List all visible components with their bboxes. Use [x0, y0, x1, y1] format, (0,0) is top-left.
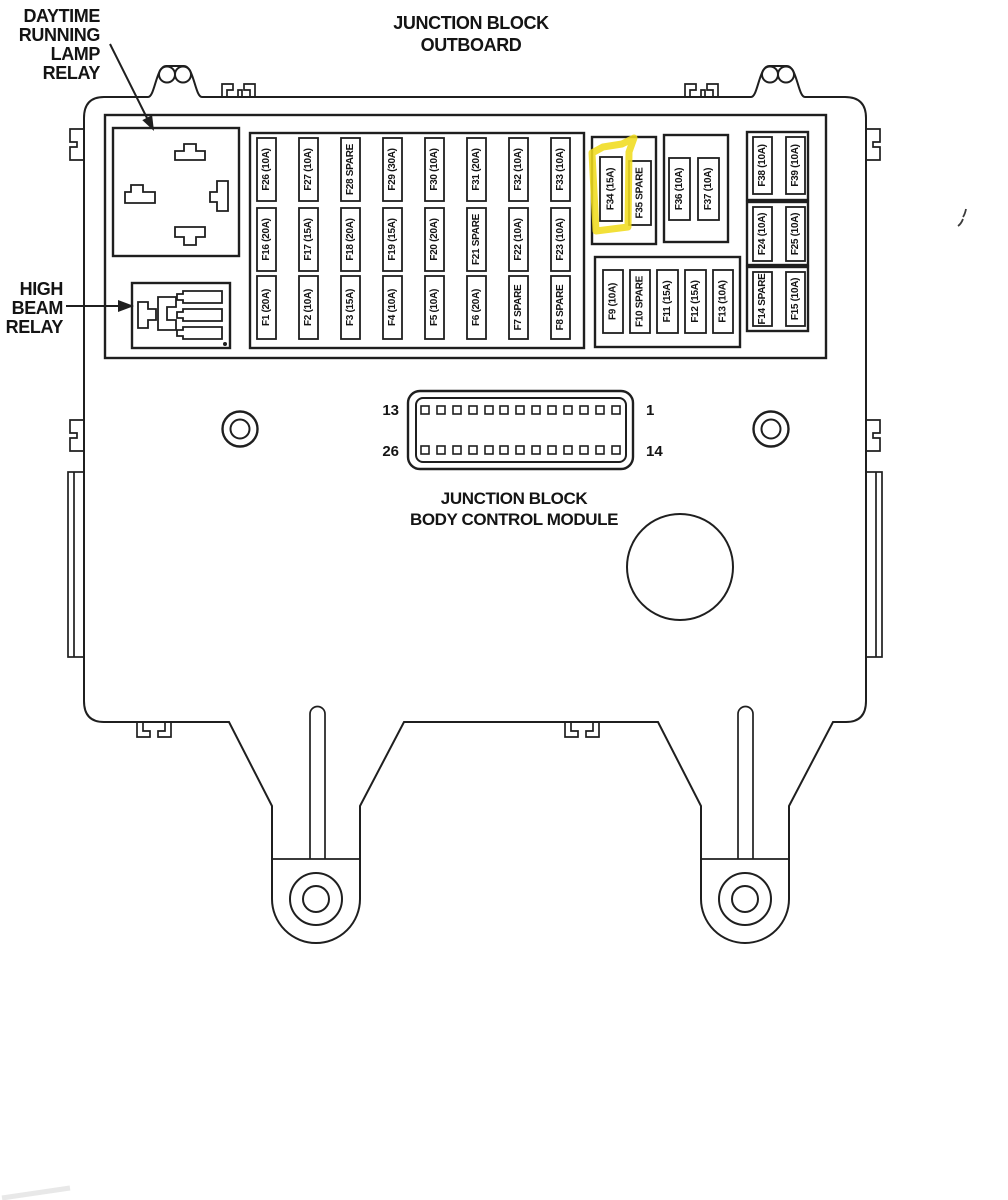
bottom-clip-pair-left — [137, 722, 171, 737]
fuse-label-f19: F19 (15A) — [387, 218, 398, 261]
drl-label-line1: DAYTIME — [23, 6, 100, 26]
fuse-label-f21: F21 SPARE — [471, 213, 482, 266]
fuse-label-f22: F22 (10A) — [513, 218, 524, 261]
relay-terminal — [177, 327, 222, 339]
fuse-f23 — [551, 208, 570, 271]
relay-terminal — [138, 302, 156, 328]
fuse-f7 — [509, 276, 528, 339]
fuse-f31 — [467, 138, 486, 201]
fuse-f2 — [299, 276, 318, 339]
large-circle — [627, 514, 733, 620]
top-title — [393, 13, 549, 55]
fuse-box-f38-f39 — [747, 132, 808, 200]
fuse-f8 — [551, 276, 570, 339]
relay-terminal — [125, 185, 155, 203]
top-title-line2: OUTBOARD — [420, 35, 522, 55]
fuse-label-f12: F12 (15A) — [690, 280, 701, 323]
fuse-label-f9: F9 (10A) — [607, 282, 619, 321]
hinge-circle — [175, 67, 191, 83]
bcm-title — [410, 489, 618, 529]
fuse-f28 — [341, 138, 360, 201]
fuse-box-f14-f15 — [747, 267, 808, 331]
left-side-clip-upper — [70, 129, 84, 160]
bolt-circle-left — [223, 412, 258, 447]
drl-arrow — [110, 44, 154, 131]
drl-label-line2: RUNNING — [18, 25, 100, 45]
fuse-label-f38: F38 (10A) — [757, 144, 768, 187]
fuse-f12 — [685, 270, 706, 333]
fuse-f35 — [629, 161, 651, 225]
fuse-f29 — [383, 138, 402, 201]
pin-number-14: 14 — [646, 443, 663, 460]
fuse-f3 — [341, 276, 360, 339]
bolt-hole-right-outer — [719, 873, 771, 925]
left-side-clip-lower — [70, 420, 84, 451]
bolt-hole-right-inner — [732, 886, 758, 912]
fuse-label-f30: F30 (10A) — [429, 148, 440, 191]
relay-terminal — [175, 144, 205, 160]
fuse-f26 — [257, 138, 276, 201]
drl-label-line3: LAMP — [50, 44, 100, 64]
pin-number-26: 26 — [382, 443, 399, 460]
fuse-label-f28: F28 SPARE — [345, 143, 356, 196]
high-beam-arrow — [66, 300, 134, 312]
drl-relay — [113, 128, 239, 256]
fuse-box-f9-f13 — [595, 257, 740, 347]
fuse-label-f7: F7 SPARE — [513, 284, 524, 331]
fuse-f5 — [425, 276, 444, 339]
fuse-label-f25: F25 (10A) — [790, 212, 801, 256]
fuse-grid — [250, 133, 584, 348]
right-side-clip-upper — [866, 129, 880, 160]
fuse-f37 — [698, 158, 719, 220]
high-beam-relay — [132, 283, 230, 348]
bcm-connector-pins-top-row — [421, 406, 620, 414]
drl-label-line4: RELAY — [42, 63, 100, 83]
fuse-label-f33: F33 (10A) — [555, 148, 566, 191]
fuse-f9 — [603, 270, 623, 333]
bolt-circle-right — [754, 412, 789, 447]
fuse-f19 — [383, 208, 402, 271]
fuse-f11 — [657, 270, 678, 333]
fuse-label-f15: F15 (10A) — [790, 277, 801, 321]
fuse-label-f11: F11 (15A) — [662, 280, 673, 323]
fuse-label-f3: F3 (15A) — [345, 288, 356, 327]
fuse-label-f18: F18 (20A) — [345, 218, 356, 261]
fuse-label-f27: F27 (10A) — [303, 148, 314, 191]
fuse-label-f8: F8 SPARE — [555, 284, 566, 331]
top-clip-pair-left — [222, 84, 255, 97]
bolt-hole-left-outer — [290, 873, 342, 925]
fuse-f30 — [425, 138, 444, 201]
left-side-rail — [68, 472, 84, 657]
fuse-f14 — [753, 272, 772, 326]
fuse-f4 — [383, 276, 402, 339]
fuse-label-f29: F29 (30A) — [387, 148, 398, 191]
fuse-f38 — [753, 137, 772, 194]
bottom-clip-pair-right — [565, 722, 599, 737]
mounting-leg-right — [701, 707, 789, 925]
fuse-f36 — [669, 158, 690, 220]
relay-terminal — [177, 291, 222, 303]
bcm-title-line1: JUNCTION BLOCK — [440, 489, 588, 508]
fuse-label-f24: F24 (10A) — [757, 212, 768, 256]
hinge-circle — [762, 67, 778, 83]
fuse-f33 — [551, 138, 570, 201]
top-clip-pair-right — [685, 84, 718, 97]
high-beam-line1: HIGH — [19, 279, 63, 299]
high-beam-line3: RELAY — [5, 317, 63, 337]
relay-terminal — [158, 297, 176, 330]
fuse-label-f2: F2 (10A) — [303, 288, 314, 327]
fuse-f22 — [509, 208, 528, 271]
fuse-f10 — [630, 270, 650, 333]
mounting-leg-left — [272, 707, 360, 925]
fuse-label-f17: F17 (15A) — [303, 218, 314, 261]
fuse-f25 — [786, 207, 805, 261]
fuse-f18 — [341, 208, 360, 271]
fuse-box-f24-f25 — [747, 202, 808, 265]
fuse-f32 — [509, 138, 528, 201]
bcm-title-line2: BODY CONTROL MODULE — [409, 510, 619, 529]
fuse-label-f4: F4 (10A) — [387, 288, 398, 327]
relay-terminal — [210, 181, 228, 211]
fuse-f16 — [257, 208, 276, 271]
fuse-label-f35: F35 SPARE — [634, 167, 646, 219]
hinge-circle — [778, 67, 794, 83]
fuse-f1 — [257, 276, 276, 339]
stray-scan-mark — [958, 209, 966, 226]
fuse-label-f37: F37 (10A) — [703, 167, 714, 211]
fuse-label-f23: F23 (10A) — [555, 218, 566, 261]
fuse-box-f36-f37 — [664, 135, 728, 242]
pin-number-13: 13 — [382, 402, 399, 419]
fuse-label-f5: F5 (10A) — [429, 288, 440, 327]
relay-terminal — [177, 309, 222, 321]
fuse-f17 — [299, 208, 318, 271]
fuse-f24 — [753, 207, 772, 261]
fuse-f39 — [786, 137, 805, 194]
hinge-circle — [159, 67, 175, 83]
fuse-f27 — [299, 138, 318, 201]
fuse-label-f13: F13 (10A) — [717, 280, 729, 323]
scan-artifact — [2, 1188, 70, 1198]
bolt-hole-left-inner — [303, 886, 329, 912]
right-side-clip-lower — [866, 420, 880, 451]
high-beam-label — [6, 279, 64, 337]
fuse-f21 — [467, 208, 486, 271]
fuse-label-f20: F20 (20A) — [429, 218, 440, 261]
fuse-f13 — [713, 270, 733, 333]
fuse-label-f14: F14 SPARE — [757, 273, 768, 325]
fuse-label-f34: F34 (15A) — [605, 167, 617, 211]
fuse-label-f6: F6 (20A) — [471, 288, 482, 327]
right-side-rail — [866, 472, 882, 657]
fuse-label-f10: F10 SPARE — [634, 275, 646, 328]
fuse-label-f31: F31 (20A) — [471, 148, 482, 191]
top-title-line1: JUNCTION BLOCK — [393, 13, 549, 33]
fuse-label-f39: F39 (10A) — [790, 144, 801, 187]
bcm-connector-pins-bottom-row — [421, 446, 620, 454]
fuse-f20 — [425, 208, 444, 271]
drl-relay-label — [19, 6, 101, 83]
relay-terminal — [175, 227, 205, 245]
fuse-f34 — [600, 157, 622, 221]
fuse-label-f1: F1 (20A) — [261, 288, 272, 327]
high-beam-line2: BEAM — [11, 298, 63, 318]
bcm-connector — [382, 391, 663, 469]
fuse-label-f32: F32 (10A) — [513, 148, 524, 191]
fuse-f6 — [467, 276, 486, 339]
fuse-label-f16: F16 (20A) — [261, 218, 272, 261]
fuse-label-f26: F26 (10A) — [261, 148, 272, 191]
fuse-f15 — [786, 272, 805, 326]
pin-number-1: 1 — [646, 402, 655, 419]
fuse-label-f36: F36 (10A) — [674, 167, 685, 211]
